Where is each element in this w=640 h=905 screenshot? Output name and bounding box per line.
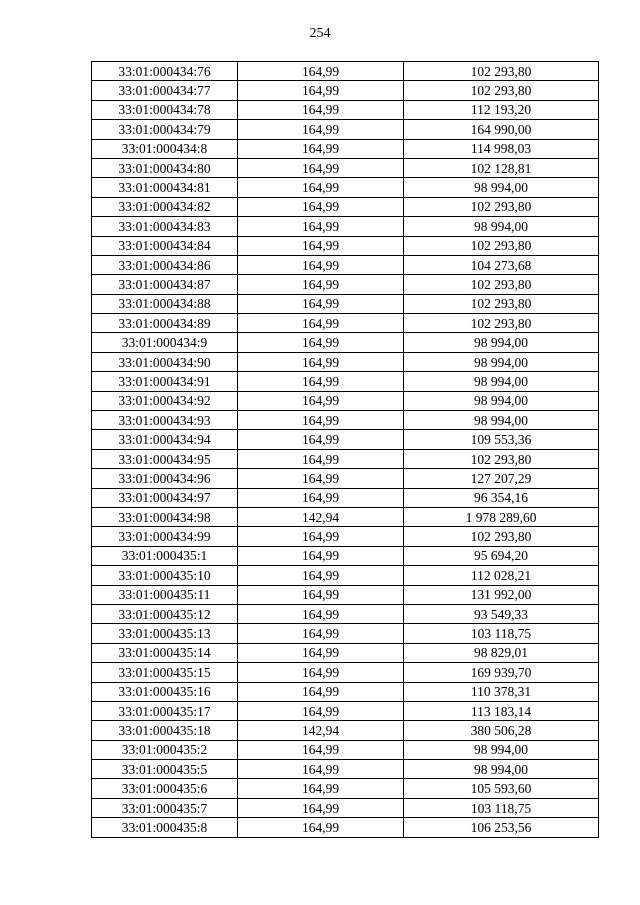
coefficient-cell: 164,99 — [238, 740, 404, 759]
value-cell: 102 293,80 — [404, 236, 599, 255]
coefficient-cell: 164,99 — [238, 294, 404, 313]
table-row — [92, 158, 599, 177]
coefficient-cell: 164,99 — [238, 798, 404, 817]
value-cell: 98 994,00 — [404, 333, 599, 352]
value-cell: 98 994,00 — [404, 391, 599, 410]
cadastral-number-cell: 33:01:000435:16 — [92, 682, 238, 701]
table-row — [92, 120, 599, 139]
coefficient-cell: 164,99 — [238, 469, 404, 488]
table-row — [92, 430, 599, 449]
value-cell: 102 293,80 — [404, 314, 599, 333]
value-cell: 106 253,56 — [404, 818, 599, 837]
coefficient-cell: 164,99 — [238, 372, 404, 391]
coefficient-cell: 164,99 — [238, 682, 404, 701]
coefficient-cell: 164,99 — [238, 81, 404, 100]
cadastral-number-cell: 33:01:000434:9 — [92, 333, 238, 352]
table-row — [92, 546, 599, 565]
cadastral-number-cell: 33:01:000435:17 — [92, 701, 238, 720]
value-cell: 95 694,20 — [404, 546, 599, 565]
coefficient-cell: 164,99 — [238, 62, 404, 81]
value-cell: 131 992,00 — [404, 585, 599, 604]
table-row — [92, 217, 599, 236]
cadastral-number-cell: 33:01:000434:80 — [92, 158, 238, 177]
coefficient-cell: 164,99 — [238, 818, 404, 837]
value-cell: 98 829,01 — [404, 643, 599, 662]
cadastral-number-cell: 33:01:000435:13 — [92, 624, 238, 643]
value-cell: 104 273,68 — [404, 255, 599, 274]
coefficient-cell: 164,99 — [238, 120, 404, 139]
table-row — [92, 411, 599, 430]
table-row — [92, 566, 599, 585]
table-row — [92, 663, 599, 682]
value-cell: 105 593,60 — [404, 779, 599, 798]
value-cell: 98 994,00 — [404, 740, 599, 759]
table-row — [92, 197, 599, 216]
coefficient-cell: 164,99 — [238, 217, 404, 236]
value-cell: 98 994,00 — [404, 352, 599, 371]
value-cell: 103 118,75 — [404, 798, 599, 817]
value-cell: 98 994,00 — [404, 372, 599, 391]
coefficient-cell: 164,99 — [238, 255, 404, 274]
table-row — [92, 740, 599, 759]
cadastral-number-cell: 33:01:000434:89 — [92, 314, 238, 333]
cadastral-number-cell: 33:01:000434:91 — [92, 372, 238, 391]
table-row — [92, 604, 599, 623]
value-cell: 114 998,03 — [404, 139, 599, 158]
table-row — [92, 818, 599, 837]
cadastral-number-cell: 33:01:000434:79 — [92, 120, 238, 139]
table-row — [92, 527, 599, 546]
cadastral-number-cell: 33:01:000434:86 — [92, 255, 238, 274]
coefficient-cell: 164,99 — [238, 449, 404, 468]
coefficient-cell: 164,99 — [238, 546, 404, 565]
cadastral-number-cell: 33:01:000434:98 — [92, 507, 238, 526]
coefficient-cell: 164,99 — [238, 663, 404, 682]
cadastral-number-cell: 33:01:000435:8 — [92, 818, 238, 837]
value-cell: 109 553,36 — [404, 430, 599, 449]
table-row — [92, 294, 599, 313]
coefficient-cell: 164,99 — [238, 352, 404, 371]
table-row — [92, 139, 599, 158]
table-row — [92, 701, 599, 720]
cadastral-number-cell: 33:01:000434:87 — [92, 275, 238, 294]
table-row — [92, 488, 599, 507]
coefficient-cell: 164,99 — [238, 624, 404, 643]
data-table — [91, 61, 599, 838]
table-row — [92, 507, 599, 526]
table-row — [92, 779, 599, 798]
cadastral-number-cell: 33:01:000434:82 — [92, 197, 238, 216]
cadastral-number-cell: 33:01:000434:77 — [92, 81, 238, 100]
table-row — [92, 721, 599, 740]
value-cell: 102 293,80 — [404, 294, 599, 313]
cadastral-number-cell: 33:01:000434:92 — [92, 391, 238, 410]
table-row — [92, 372, 599, 391]
cadastral-number-cell: 33:01:000434:83 — [92, 217, 238, 236]
coefficient-cell: 164,99 — [238, 391, 404, 410]
cadastral-number-cell: 33:01:000434:81 — [92, 178, 238, 197]
table-row — [92, 760, 599, 779]
table-row — [92, 624, 599, 643]
table-row — [92, 391, 599, 410]
coefficient-cell: 164,99 — [238, 430, 404, 449]
value-cell: 98 994,00 — [404, 178, 599, 197]
table-row — [92, 81, 599, 100]
value-cell: 98 994,00 — [404, 760, 599, 779]
cadastral-number-cell: 33:01:000435:12 — [92, 604, 238, 623]
cadastral-number-cell: 33:01:000435:7 — [92, 798, 238, 817]
table-row — [92, 643, 599, 662]
coefficient-cell: 164,99 — [238, 100, 404, 119]
cadastral-number-cell: 33:01:000435:11 — [92, 585, 238, 604]
table-row — [92, 100, 599, 119]
value-cell: 98 994,00 — [404, 411, 599, 430]
coefficient-cell: 164,99 — [238, 585, 404, 604]
coefficient-cell: 164,99 — [238, 488, 404, 507]
coefficient-cell: 164,99 — [238, 139, 404, 158]
coefficient-cell: 164,99 — [238, 236, 404, 255]
coefficient-cell: 164,99 — [238, 411, 404, 430]
cadastral-number-cell: 33:01:000434:84 — [92, 236, 238, 255]
table-row — [92, 352, 599, 371]
coefficient-cell: 164,99 — [238, 178, 404, 197]
coefficient-cell: 164,99 — [238, 701, 404, 720]
value-cell: 112 028,21 — [404, 566, 599, 585]
cadastral-number-cell: 33:01:000435:5 — [92, 760, 238, 779]
value-cell: 96 354,16 — [404, 488, 599, 507]
coefficient-cell: 164,99 — [238, 604, 404, 623]
table-row — [92, 585, 599, 604]
table-row — [92, 449, 599, 468]
table-row — [92, 682, 599, 701]
value-cell: 102 293,80 — [404, 81, 599, 100]
cadastral-number-cell: 33:01:000435:14 — [92, 643, 238, 662]
value-cell: 103 118,75 — [404, 624, 599, 643]
coefficient-cell: 164,99 — [238, 275, 404, 294]
coefficient-cell: 164,99 — [238, 527, 404, 546]
cadastral-number-cell: 33:01:000434:99 — [92, 527, 238, 546]
table-row — [92, 236, 599, 255]
cadastral-number-cell: 33:01:000434:90 — [92, 352, 238, 371]
cadastral-number-cell: 33:01:000435:15 — [92, 663, 238, 682]
value-cell: 113 183,14 — [404, 701, 599, 720]
value-cell: 164 990,00 — [404, 120, 599, 139]
value-cell: 102 293,80 — [404, 197, 599, 216]
table-row — [92, 798, 599, 817]
cadastral-number-cell: 33:01:000435:18 — [92, 721, 238, 740]
table-row — [92, 178, 599, 197]
coefficient-cell: 164,99 — [238, 566, 404, 585]
coefficient-cell: 164,99 — [238, 158, 404, 177]
cadastral-number-cell: 33:01:000434:94 — [92, 430, 238, 449]
cadastral-number-cell: 33:01:000434:97 — [92, 488, 238, 507]
coefficient-cell: 164,99 — [238, 197, 404, 216]
table-row — [92, 275, 599, 294]
coefficient-cell: 164,99 — [238, 314, 404, 333]
table-row — [92, 469, 599, 488]
cadastral-number-cell: 33:01:000435:2 — [92, 740, 238, 759]
cadastral-number-cell: 33:01:000434:96 — [92, 469, 238, 488]
value-cell: 102 293,80 — [404, 449, 599, 468]
value-cell: 380 506,28 — [404, 721, 599, 740]
cadastral-number-cell: 33:01:000434:93 — [92, 411, 238, 430]
table-body — [92, 62, 599, 838]
coefficient-cell: 164,99 — [238, 760, 404, 779]
value-cell: 102 128,81 — [404, 158, 599, 177]
coefficient-cell: 164,99 — [238, 779, 404, 798]
value-cell: 112 193,20 — [404, 100, 599, 119]
cadastral-number-cell: 33:01:000434:78 — [92, 100, 238, 119]
cadastral-number-cell: 33:01:000435:6 — [92, 779, 238, 798]
value-cell: 102 293,80 — [404, 62, 599, 81]
page-number: 254 — [309, 26, 331, 41]
value-cell: 102 293,80 — [404, 527, 599, 546]
coefficient-cell: 142,94 — [238, 507, 404, 526]
table-row — [92, 62, 599, 81]
value-cell: 98 994,00 — [404, 217, 599, 236]
cadastral-number-cell: 33:01:000434:88 — [92, 294, 238, 313]
cadastral-number-cell: 33:01:000435:10 — [92, 566, 238, 585]
coefficient-cell: 142,94 — [238, 721, 404, 740]
table-row — [92, 333, 599, 352]
coefficient-cell: 164,99 — [238, 643, 404, 662]
table-row — [92, 314, 599, 333]
cadastral-number-cell: 33:01:000435:1 — [92, 546, 238, 565]
coefficient-cell: 164,99 — [238, 333, 404, 352]
value-cell: 169 939,70 — [404, 663, 599, 682]
value-cell: 93 549,33 — [404, 604, 599, 623]
cadastral-number-cell: 33:01:000434:8 — [92, 139, 238, 158]
cadastral-number-cell: 33:01:000434:76 — [92, 62, 238, 81]
value-cell: 102 293,80 — [404, 275, 599, 294]
value-cell: 127 207,29 — [404, 469, 599, 488]
table-row — [92, 255, 599, 274]
value-cell: 1 978 289,60 — [404, 507, 599, 526]
cadastral-number-cell: 33:01:000434:95 — [92, 449, 238, 468]
value-cell: 110 378,31 — [404, 682, 599, 701]
